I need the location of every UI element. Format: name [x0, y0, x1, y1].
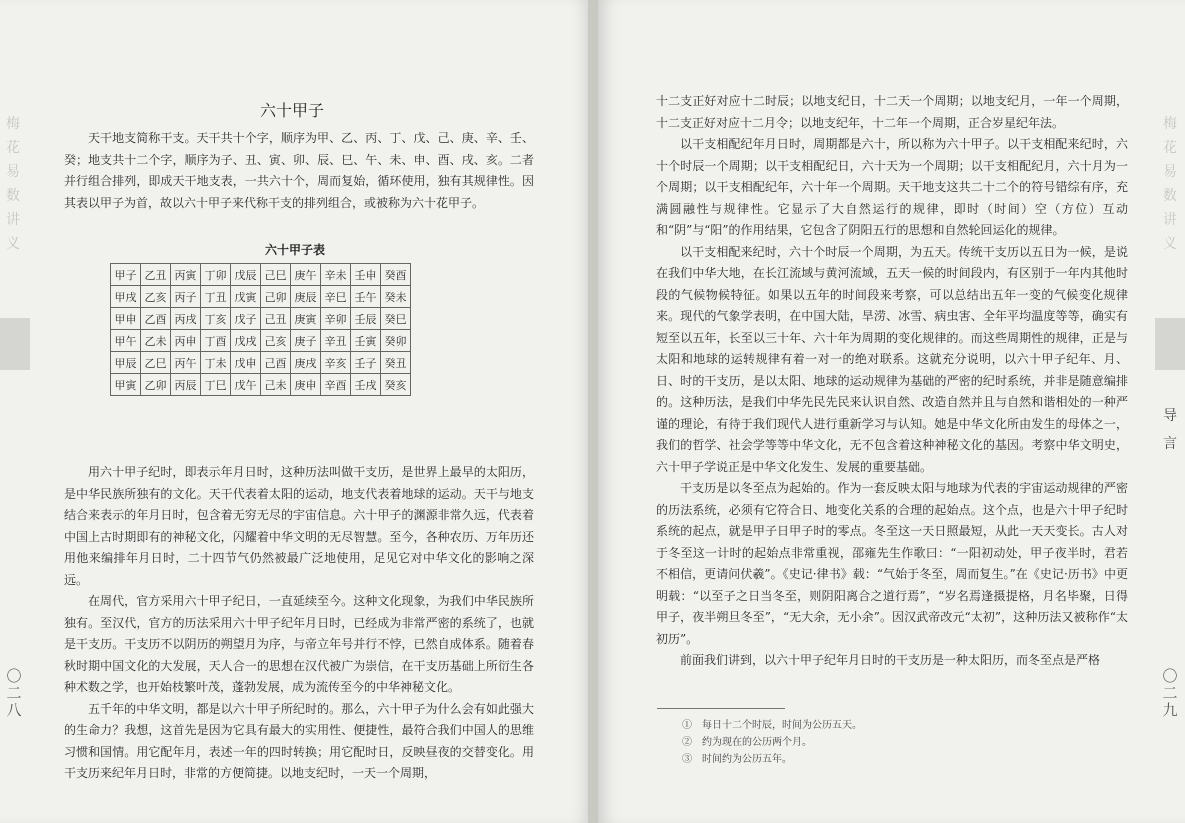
series-title-char: 花 [6, 140, 20, 156]
table-cell: 丙申 [171, 330, 201, 352]
table-cell: 己卯 [261, 286, 291, 308]
table-cell: 庚寅 [291, 308, 321, 330]
table-cell: 己丑 [261, 308, 291, 330]
table-cell: 癸亥 [381, 374, 411, 396]
table-row [111, 352, 411, 374]
table-cell: 甲申 [111, 308, 141, 330]
body-paragraph: 以干支相配来纪时，六十个时辰一个周期，为五天。传统干支历以五日为一候，是说在我们中华大地，在长江流域与黄河流域，五天一候的时间段内，有区别于一年内其他时段的气候物候特征。如果以五年的时间段来考察，可以总结出五年一变的气候变化规律来。现代的气象学表明，在中国大陆，旱涝、冰雪、病虫害、全年平均温度等等，确实有短至以五年，长至以三十年、六十年为周期的变化规律的。而这些周期性的规律，正是与太阳和地球的运转规律有着一对一的绝对联系。这就充分说明，以六十甲子纪年、月、日、时的干支历，是以太阳、地球的运动规律为基础的严密的纪时系统，并非是随意编排的。这种历法，是我们中华先民先民来认识自然、改造自然并且与自然和谐相处的一种严谨的理论，有待于我们现代人进行重新学习与认知。她是中华文化所由发生的母体之一，我们的哲学、社会学等等中华文化，无不包含着这种神秘文化的基因。考察中华文明史，六十甲子学说正是中华文化发生、发展的重要基础。 [656, 244, 1128, 474]
table-cell: 己未 [261, 374, 291, 396]
left-body [64, 462, 534, 785]
table-cell: 壬午 [351, 286, 381, 308]
table-cell: 丙辰 [171, 374, 201, 396]
body-paragraph: 用六十甲子纪时，即表示年月日时，这种历法叫做干支历，是世界上最早的太阳历，是中华民族所独有的文化。天干代表着太阳的运动，地支代表着地球的运动。天干与地支结合来表示的年月日时，包含着无穷无尽的宇宙信息。六十甲子的渊源非常久远，代表着中国上古时期即有的神秘文化，闪耀着中华文明的无尽智慧。至今，各种农历、万年历还用他来编排年月日时，二十四节气仍然被最广泛地使用，足见它对中华文化的影响之深远。 [64, 465, 534, 587]
table-cell: 丁亥 [201, 308, 231, 330]
series-title-char: 讲 [6, 212, 20, 228]
right-page-number: 〇 二 九 [1162, 667, 1178, 719]
table-cell: 癸酉 [381, 264, 411, 286]
right-page [598, 0, 1185, 823]
table-cell: 甲午 [111, 330, 141, 352]
table-cell: 己酉 [261, 352, 291, 374]
table-cell: 丁丑 [201, 286, 231, 308]
table-cell: 甲辰 [111, 352, 141, 374]
body-paragraph: 十二支正好对应十二时辰；以地支纪日，十二天一个周期；以地支纪月，一年一个周期，十二支正好对应十二月令；以地支纪年，十二年一个周期，正合岁星纪年法。 [656, 94, 1128, 130]
table-cell: 癸巳 [381, 308, 411, 330]
table-cell: 辛亥 [321, 352, 351, 374]
table-cell: 戊寅 [231, 286, 261, 308]
table-cell: 乙未 [141, 330, 171, 352]
table-cell: 辛未 [321, 264, 351, 286]
series-title-vertical: 梅 花 易 数 讲 义 [1163, 116, 1177, 252]
table-cell: 丙子 [171, 286, 201, 308]
table-cell: 乙丑 [141, 264, 171, 286]
table-row [111, 308, 411, 330]
table-cell: 壬寅 [351, 330, 381, 352]
table-cell: 己亥 [261, 330, 291, 352]
left-page [0, 0, 592, 823]
table-cell: 乙巳 [141, 352, 171, 374]
table-cell: 丁未 [201, 352, 231, 374]
footnotes [682, 717, 862, 768]
table-cell: 壬戌 [351, 374, 381, 396]
table-row [111, 330, 411, 352]
table-cell: 乙亥 [141, 286, 171, 308]
table-cell: 丁卯 [201, 264, 231, 286]
table-cell: 庚辰 [291, 286, 321, 308]
body-paragraph: 干支历是以冬至点为起始的。作为一套反映太阳与地球为代表的宇宙运动规律的严密的历法系统，必须有它符合日、地变化关系的合理的起始点。这个点，也是六十甲子纪时系统的起点，就是甲子日甲子时的零点。冬至这一天日照最短，从此一天天变长。古人对于冬至这一计时的起始点非常重视，邵雍先生作歌曰：“一阳初动处，甲子夜半时，君若不相信，更请问伏羲”。《史记·律书》载：“气始于冬至，周而复生。”在《史记·历书》中更明载：“以至子之日当冬至，则阴阳离合之道行焉”，“岁名焉逢摄提格，月名毕聚，日得甲子，夜半朔旦冬至”，“无大余，无小余”。因汉武帝改元“太初”，这种历法又被称作“太初历”。 [656, 481, 1128, 646]
table-cell: 庚申 [291, 374, 321, 396]
table-cell: 癸卯 [381, 330, 411, 352]
table-title: 六十甲子表 [265, 243, 326, 257]
table-cell: 庚午 [291, 264, 321, 286]
table-cell: 辛酉 [321, 374, 351, 396]
table-cell: 甲寅 [111, 374, 141, 396]
table-cell: 壬子 [351, 352, 381, 374]
section-label-vertical: 导 言 [1163, 408, 1177, 452]
table-cell: 辛巳 [321, 286, 351, 308]
table-cell: 戊子 [231, 308, 261, 330]
table-cell: 乙卯 [141, 374, 171, 396]
table-cell: 辛丑 [321, 330, 351, 352]
section-title: 六十甲子 [260, 101, 325, 120]
table-row [111, 374, 411, 396]
table-cell: 甲戌 [111, 286, 141, 308]
table-cell: 戊午 [231, 374, 261, 396]
series-title-vertical [3, 112, 23, 256]
body-paragraph: 以干支相配纪年月日时，周期都是六十，所以称为六十甲子。以干支相配来纪时，六十个时辰一个周期；以干支相配纪日，六十天为一个周期；以干支相配纪月，六十月为一个周期；以干支相配纪年，六十年一个周期。天干地支这共二十二个的符号错综有序，充满圆融性与规律性。它显示了大自然运行的规律，即时（时间）空（方位）互动和“阴”与“阳”的作用结果，它包含了阴阳五行的思想和自然轮回运化的规律。 [656, 137, 1128, 237]
table-cell: 癸丑 [381, 352, 411, 374]
chapter-tab [0, 318, 30, 370]
table-cell: 丙寅 [171, 264, 201, 286]
table-cell: 甲子 [111, 264, 141, 286]
table-cell: 丙戌 [171, 308, 201, 330]
footnote: ① 每日十二个时辰，时间为公历五天。 [682, 720, 862, 731]
series-title-char: 梅 [6, 116, 20, 132]
body-paragraph: 在周代，官方采用六十甲子纪日，一直延续至今。这种文化现象，为我们中华民族所独有。至汉代，官方的历法采用六十甲子纪年月日时，已经成为非常严密的系统了，也就是干支历。干支历不以阴历的朔望月为序，与帝立年号并行不悖，已然自成体系。随着春秋时期中国文化的大发展，天人合一的思想在汉代被广为崇信，在干支历基础上所衍生各种术数之学，也开始枝繁叶茂，蓬勃发展，成为流传至今的中华神秘文化。 [64, 594, 534, 694]
table-cell: 己巳 [261, 264, 291, 286]
table-cell: 戊辰 [231, 264, 261, 286]
table-cell: 戊申 [231, 352, 261, 374]
series-title-char: 易 [6, 164, 20, 180]
table-cell: 丙午 [171, 352, 201, 374]
footnote: ③ 时间约为公历五年。 [682, 754, 792, 765]
table-cell: 癸未 [381, 286, 411, 308]
table-cell: 辛卯 [321, 308, 351, 330]
table-cell: 庚子 [291, 330, 321, 352]
table-cell: 戊戌 [231, 330, 261, 352]
sixty-jiazi-table [110, 263, 411, 396]
table-cell: 乙酉 [141, 308, 171, 330]
chapter-tab [1155, 318, 1185, 370]
footnote: ② 约为现在的公历两个月。 [682, 737, 812, 748]
left-page-number: 〇 二 八 [6, 667, 22, 719]
right-body [656, 91, 1128, 672]
table-cell: 壬辰 [351, 308, 381, 330]
table-cell: 壬申 [351, 264, 381, 286]
body-paragraph: 前面我们讲到，以六十甲子纪年月日时的干支历是一种太阳历，而冬至点是严格 [680, 653, 1101, 667]
series-title-char: 数 [6, 188, 20, 204]
body-paragraph: 五千年的中华文明，都是以六十甲子所纪时的。那么，六十甲子为什么会有如此强大的生命力？我想，这首先是因为它具有最大的实用性、便捷性，最符合我们中国人的思维习惯和国情。用它配年月，表述一年的四时转换；用它配时日，反映昼夜的交替变化。用干支历来纪年月日时，非常的方便简捷。以地支纪时，一天一个周期， [64, 701, 534, 780]
table-cell: 丁酉 [201, 330, 231, 352]
footnote-rule [657, 708, 785, 709]
table-cell: 丁巳 [201, 374, 231, 396]
series-title-char: 义 [6, 236, 20, 252]
intro-paragraph: 天干地支简称干支。天干共十个字，顺序为甲、乙、丙、丁、戊、己、庚、辛、壬、癸；地支共十二个字，顺序为子、丑、寅、卯、辰、巳、午、未、申、酉、戌、亥。二者并行组合排列，即成天干地支表，一共六十个，周而复始，循环使用，独有其规律性。因其表以甲子为首，故以六十甲子来代称干支的排列组合，或被称为六十花甲子。 [64, 131, 534, 210]
table-cell: 庚戌 [291, 352, 321, 374]
table-row [111, 286, 411, 308]
table-row [111, 264, 411, 286]
